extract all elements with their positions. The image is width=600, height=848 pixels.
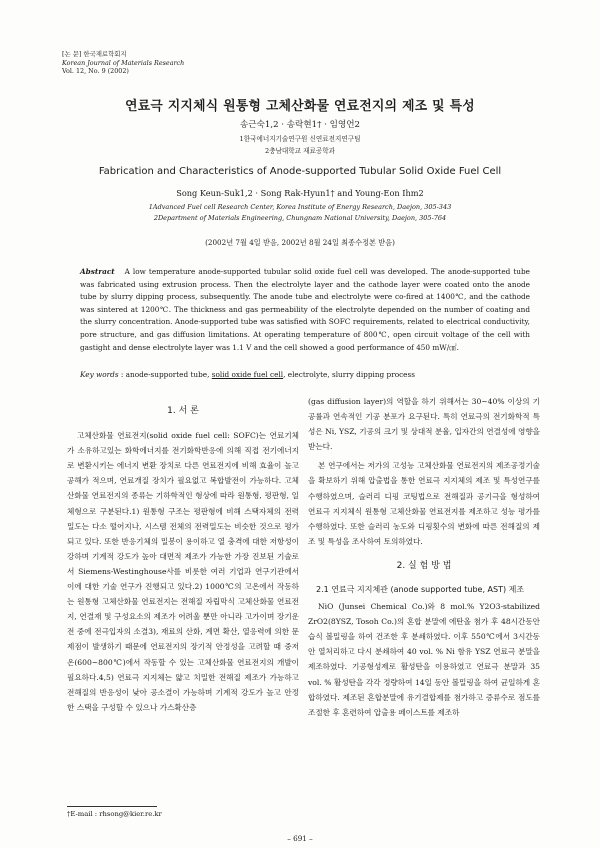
intro-paragraph-1-continued: (gas diffusion layer)의 역할을 하기 위해서는 30~40% 이상의 기공률과 연속적인 기공 분포가 요구된다. 특히 연료극의 전기화학적 특성은 Ni, YSZ, 기공의 크기 및 상대적 분율, 입자간의 연결성에 영향을 받는다.	[308, 397, 540, 452]
abstract-label: Abstract	[80, 267, 115, 276]
footnote-rule	[67, 806, 157, 807]
korean-title: 연료극 지지체식 원통형 고체산화물 연료전지의 제조 및 특성	[125, 99, 475, 114]
english-authors: Song Keun-Suk1,2 · Song Rak-Hyun1† and Young-Eon Ihm2	[176, 188, 424, 198]
methods-paragraph-1: NiO (Junsei Chemical Co.)와 8 mol.% Y2O3-stabilized ZrO2(8YSZ, Tosoh Co.)의 혼합 분말에 에탄올 첨가 후 48시간동안 습식 볼밀링을 하여 건조한 후 분쇄하였다. 이후 550℃에서 3시간동안 열처리하고 다시 분쇄하여 40 vol. % Ni 함유 YSZ 연료극 분말을 제조하였다. 기공형성제로 활성탄을 이용하였고 연료극 분말과 35 vol. % 활성탄을 각각 정량하여 14일 동안 볼밀링을 하여 균일하게 혼합하였다. 제조된 혼합분말에 유기결합제를 첨가하고 증류수로 점도를 조절한 후 혼련하여 압출용 페이스트를 제조하	[308, 602, 540, 717]
korean-authors: 송근숙1,2 · 송락현1† · 임영언2	[239, 120, 360, 130]
english-affiliation-1: 1Advanced Fuel cell Research Center, Korea Institute of Energy Research, Daejon, 305-343	[148, 203, 452, 211]
section-heading-intro: 1. 서 론	[167, 406, 199, 416]
subsection-heading: 2.1 연료극 지지체관 (anode supported tube, AST) 제조	[316, 585, 525, 595]
journal-korean-name: [논 문] 한국재료학회지	[62, 50, 127, 58]
right-column	[308, 394, 540, 720]
abstract	[80, 266, 530, 354]
english-title: Fabrication and Characteristics of Anode-supported Tubular Solid Oxide Fuel Cell	[98, 166, 502, 177]
journal-header	[62, 50, 184, 76]
keywords-after: , electrolyte, slurry dipping process	[283, 370, 415, 379]
received-dates: (2002년 7월 4일 받음, 2002년 8월 24일 최종수정본 받음)	[205, 238, 395, 247]
left-column	[67, 394, 299, 715]
keywords-label: Key words	[80, 370, 119, 379]
english-affiliation-2: 2Department of Materials Engineering, Chungnam National University, Daejon, 305-764	[153, 214, 447, 222]
section-heading-methods: 2. 실 험 방 법	[396, 560, 452, 571]
journal-volume: Vol. 12, No. 9 (2002)	[62, 67, 129, 76]
abstract-text: A low temperature anode-supported tubular solid oxide fuel cell was developed. The anode-supported tube was fabricated using extrusion process. Then the electrolyte layer and the cathode layer were coated onto the anode tube by slurry dipping process, subsequently. The anode tube and electrolyte were co-fired at 1400℃, and the cathode was sintered at 1200℃. The thickness and gas permeability of the electrolyte depended on the number of coating and the slurry concentration. Anode-supported tube was satisfied with SOFC requirements, related to electrical conductivity, pore structure, and gas diffusion limitations. At operating temperature of 800℃, open circuit voltage of the cell with gastight and dense electrolyte layer was 1.1 V and the cell showed a good performance of 450 mW/㎠.	[80, 267, 530, 352]
korean-affiliation-2: 2충남대학교 재료공학과	[265, 147, 335, 155]
corresponding-email: †E-mail : rhsong@kier.re.kr	[67, 810, 162, 818]
keywords	[80, 370, 530, 379]
keywords-underlined: solid oxide fuel cell	[211, 370, 284, 379]
intro-paragraph-1: 고체산화물 연료전지(solid oxide fuel cell: SOFC)는 연료기체가 소유하고있는 화학에너지를 전기화학반응에 의해 직접 전기에너지로 변환시키는 에너지 변환 장치로 다른 연료전지에 비해 효율이 높고 공해가 적으며, 연료개질 장치가 필요없고 복합발전이 가능하다. 고체산화물 연료전지의 종류는 기하학적인 형상에 따라 원통형, 평판형, 일체형으로 구분된다.1) 원통형 구조는 평판형에 비해 스택자체의 전력밀도는 다소 떨어지나, 시스템 전체의 전력밀도는 비슷한 것으로 평가되고 있다. 또한 반응기체의 밀봉이 용이하고 열 충격에 대한 저항성이 강하며 기계적 강도가 높아 대면적 제조가 가능한 가장 진보된 기술로서 Siemens-Westinghouse사를 비롯한 여러 기업과 연구기관에서 이에 대한 기술 연구가 진행되고 있다.2) 1000℃의 고온에서 작동하는 원통형 고체산화물 연료전지는 전해질 자립막식 고체산화물 연료전지, 연결재 및 구성요소의 제조가 어려울 뿐만 아니라 고가이며 장기운전 중에 전극입자의 소결3), 재료의 산화, 계면 확산, 열응력에 의한 문제점이 발생하기 때문에 연료전지의 장기적 안정성을 고려할 때 중저온(600~800℃)에서 작동할 수 있는 고체산화물 연료전지의 개발이 필요하다.4,5) 연료극 지지체는 얇고 치밀한 전해질 제조가 가능하고 전해질의 반응성이 낮아 공소결이 가능하며 기계적 강도가 높고 안정한 스택을 구성할 수 있으나 가스확산층	[67, 431, 299, 712]
journal-english-name: Korean Journal of Materials Research	[62, 58, 185, 67]
korean-affiliation-1: 1한국에너지기술연구원 신연료전지연구팀	[239, 135, 361, 143]
page-number: – 691 –	[287, 834, 313, 843]
keywords-before: : anode-supported tube,	[118, 370, 212, 379]
intro-paragraph-2: 본 연구에서는 저가의 고성능 고체산화물 연료전지의 제조공정기술을 확보하기 위해 압출법을 통한 연료극 지지체의 제조 및 특성연구를 수행하였으며, 슬러리 디핑 코팅법으로 전해질과 공기극을 형성하여 연료극 지지체식 원통형 고체산화물 연료전지를 제조하고 성능 평가를 수행하였다. 또한 슬러리 농도와 디핑횟수의 변화에 따른 전해질의 제조 및 특성을 조사하여 토의하였다.	[308, 461, 540, 546]
